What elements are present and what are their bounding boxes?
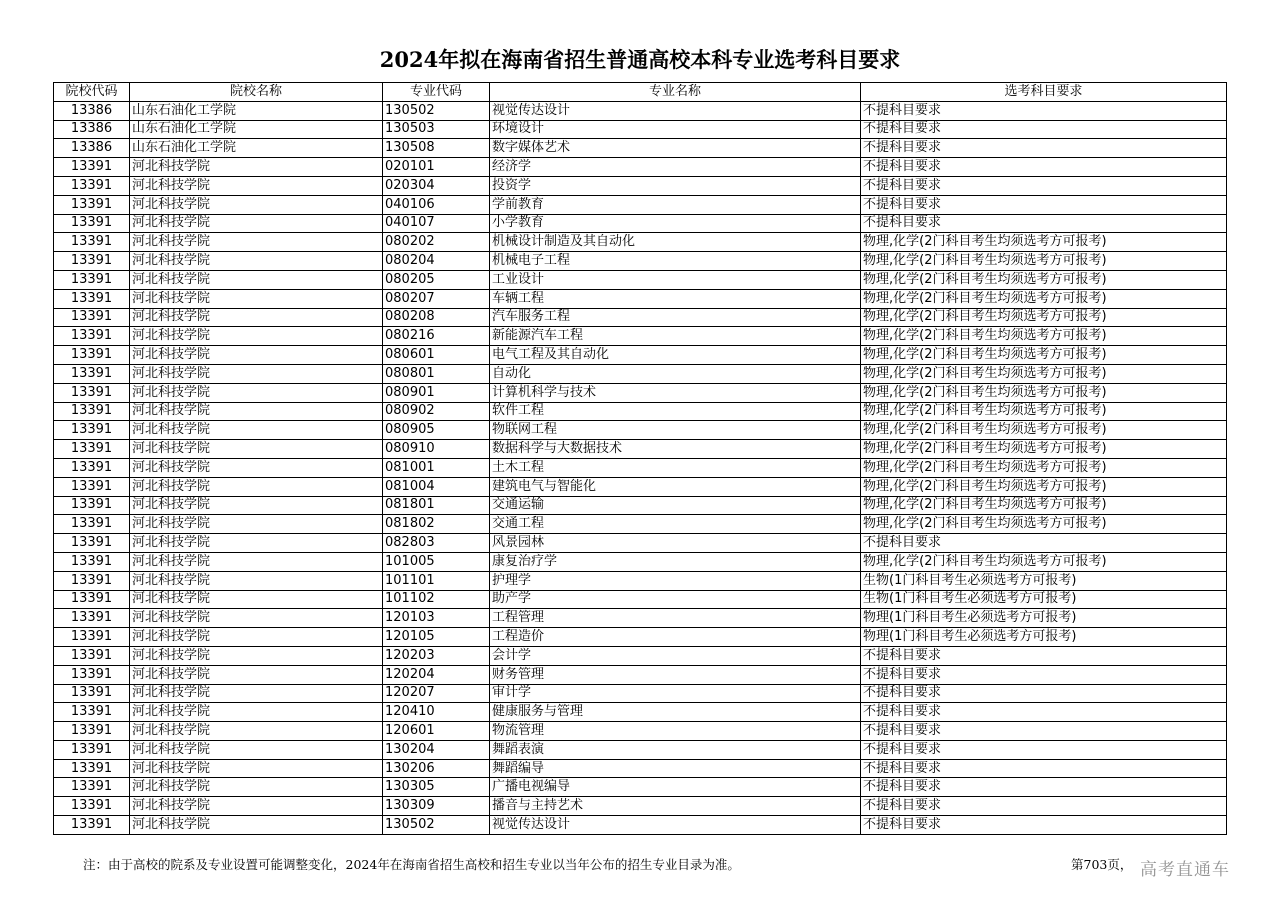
school-name-cell: 河北科技学院: [130, 496, 383, 515]
major-name-cell: 电气工程及其自动化: [490, 346, 861, 365]
document-title: 2024年拟在海南省招生普通高校本科专业选考科目要求: [379, 47, 901, 72]
header-major-code: 专业代码: [383, 83, 490, 102]
table-row: [54, 684, 1227, 703]
page-number: 第703页，: [1071, 857, 1133, 872]
school-code-cell: 13391: [54, 402, 130, 421]
subject-requirement-cell: 物理(1门科目考生必须选考方可报考): [861, 628, 1227, 647]
table-row: [54, 515, 1227, 534]
major-name-cell: 计算机科学与技术: [490, 383, 861, 402]
major-name-cell: 播音与主持艺术: [490, 797, 861, 816]
subject-requirement-cell: 不提科目要求: [861, 740, 1227, 759]
table-row: [54, 628, 1227, 647]
major-code-cell: 080910: [383, 440, 490, 459]
major-code-cell: 080204: [383, 252, 490, 271]
major-code-cell: 080208: [383, 308, 490, 327]
table-row: [54, 496, 1227, 515]
major-code-cell: 080905: [383, 421, 490, 440]
school-name-cell: 山东石油化工学院: [130, 139, 383, 158]
subject-requirement-cell: 不提科目要求: [861, 176, 1227, 195]
table-row: [54, 195, 1227, 214]
major-name-cell: 护理学: [490, 571, 861, 590]
major-name-cell: 舞蹈编导: [490, 759, 861, 778]
table-body: [54, 101, 1227, 834]
major-name-cell: 物流管理: [490, 722, 861, 741]
school-name-cell: 河北科技学院: [130, 703, 383, 722]
school-code-cell: 13391: [54, 308, 130, 327]
major-code-cell: 130502: [383, 101, 490, 120]
school-name-cell: 河北科技学院: [130, 195, 383, 214]
school-code-cell: 13391: [54, 346, 130, 365]
school-name-cell: 河北科技学院: [130, 816, 383, 835]
subject-requirement-cell: 不提科目要求: [861, 158, 1227, 177]
school-name-cell: 河北科技学院: [130, 684, 383, 703]
major-name-cell: 物联网工程: [490, 421, 861, 440]
subject-requirement-cell: 物理,化学(2门科目考生均须选考方可报考): [861, 289, 1227, 308]
subject-requirement-cell: 物理,化学(2门科目考生均须选考方可报考): [861, 515, 1227, 534]
school-name-cell: 河北科技学院: [130, 176, 383, 195]
major-name-cell: 数据科学与大数据技术: [490, 440, 861, 459]
subject-requirement-cell: 生物(1门科目考生必须选考方可报考): [861, 590, 1227, 609]
major-name-cell: 汽车服务工程: [490, 308, 861, 327]
school-code-cell: 13391: [54, 816, 130, 835]
major-name-cell: 视觉传达设计: [490, 816, 861, 835]
table-row: [54, 421, 1227, 440]
school-code-cell: 13391: [54, 778, 130, 797]
table-row: [54, 346, 1227, 365]
footer-note: 注：由于高校的院系及专业设置可能调整变化，2024年在海南省招生高校和招生专业以当年公布的招生专业目录为准。: [83, 857, 740, 872]
school-code-cell: 13391: [54, 609, 130, 628]
table-row: [54, 440, 1227, 459]
major-name-cell: 审计学: [490, 684, 861, 703]
table-row: [54, 778, 1227, 797]
school-name-cell: 河北科技学院: [130, 722, 383, 741]
major-name-cell: 土木工程: [490, 458, 861, 477]
table-row: [54, 289, 1227, 308]
table-row: [54, 534, 1227, 553]
major-name-cell: 交通运输: [490, 496, 861, 515]
subject-requirement-cell: 不提科目要求: [861, 214, 1227, 233]
table-row: [54, 252, 1227, 271]
school-name-cell: 山东石油化工学院: [130, 120, 383, 139]
major-code-cell: 081802: [383, 515, 490, 534]
header-school-code: 院校代码: [54, 83, 130, 102]
table-header-row: [54, 83, 1227, 102]
major-name-cell: 视觉传达设计: [490, 101, 861, 120]
subject-requirement-cell: 不提科目要求: [861, 703, 1227, 722]
major-name-cell: 小学教育: [490, 214, 861, 233]
major-code-cell: 080216: [383, 327, 490, 346]
school-code-cell: 13391: [54, 665, 130, 684]
school-name-cell: 河北科技学院: [130, 421, 383, 440]
major-code-cell: 120105: [383, 628, 490, 647]
major-code-cell: 101005: [383, 552, 490, 571]
table-row: [54, 308, 1227, 327]
subject-requirement-cell: 物理,化学(2门科目考生均须选考方可报考): [861, 421, 1227, 440]
major-code-cell: 101102: [383, 590, 490, 609]
table-row: [54, 590, 1227, 609]
major-name-cell: 工业设计: [490, 270, 861, 289]
major-code-cell: 130309: [383, 797, 490, 816]
major-code-cell: 130204: [383, 740, 490, 759]
table-row: [54, 646, 1227, 665]
school-code-cell: 13391: [54, 534, 130, 553]
major-name-cell: 数字媒体艺术: [490, 139, 861, 158]
school-name-cell: 河北科技学院: [130, 646, 383, 665]
table-row: [54, 703, 1227, 722]
school-name-cell: 河北科技学院: [130, 364, 383, 383]
table-row: [54, 759, 1227, 778]
major-name-cell: 新能源汽车工程: [490, 327, 861, 346]
table-row: [54, 571, 1227, 590]
school-name-cell: 山东石油化工学院: [130, 101, 383, 120]
major-code-cell: 082803: [383, 534, 490, 553]
major-name-cell: 机械电子工程: [490, 252, 861, 271]
school-name-cell: 河北科技学院: [130, 289, 383, 308]
school-code-cell: 13391: [54, 684, 130, 703]
subject-requirement-cell: 物理,化学(2门科目考生均须选考方可报考): [861, 458, 1227, 477]
major-name-cell: 康复治疗学: [490, 552, 861, 571]
school-code-cell: 13391: [54, 383, 130, 402]
school-name-cell: 河北科技学院: [130, 778, 383, 797]
school-code-cell: 13391: [54, 176, 130, 195]
school-code-cell: 13386: [54, 120, 130, 139]
subject-requirement-cell: 不提科目要求: [861, 759, 1227, 778]
subject-requirement-cell: 物理,化学(2门科目考生均须选考方可报考): [861, 552, 1227, 571]
school-code-cell: 13391: [54, 158, 130, 177]
subject-requirement-cell: 不提科目要求: [861, 120, 1227, 139]
subject-requirement-cell: 物理,化学(2门科目考生均须选考方可报考): [861, 233, 1227, 252]
table-row: [54, 120, 1227, 139]
subject-requirement-cell: 物理,化学(2门科目考生均须选考方可报考): [861, 496, 1227, 515]
major-code-cell: 080207: [383, 289, 490, 308]
school-name-cell: 河北科技学院: [130, 609, 383, 628]
subject-requirement-cell: 物理,化学(2门科目考生均须选考方可报考): [861, 346, 1227, 365]
school-code-cell: 13391: [54, 759, 130, 778]
table-row: [54, 665, 1227, 684]
major-code-cell: 080601: [383, 346, 490, 365]
school-code-cell: 13391: [54, 646, 130, 665]
school-code-cell: 13391: [54, 571, 130, 590]
major-name-cell: 建筑电气与智能化: [490, 477, 861, 496]
school-name-cell: 河北科技学院: [130, 440, 383, 459]
subject-requirement-cell: 物理,化学(2门科目考生均须选考方可报考): [861, 327, 1227, 346]
major-name-cell: 车辆工程: [490, 289, 861, 308]
major-code-cell: 120204: [383, 665, 490, 684]
school-name-cell: 河北科技学院: [130, 759, 383, 778]
school-code-cell: 13391: [54, 195, 130, 214]
school-code-cell: 13391: [54, 477, 130, 496]
school-name-cell: 河北科技学院: [130, 740, 383, 759]
subject-requirement-cell: 物理,化学(2门科目考生均须选考方可报考): [861, 252, 1227, 271]
school-name-cell: 河北科技学院: [130, 327, 383, 346]
school-code-cell: 13391: [54, 440, 130, 459]
major-code-cell: 120203: [383, 646, 490, 665]
table-row: [54, 327, 1227, 346]
table-row: [54, 214, 1227, 233]
school-code-cell: 13391: [54, 496, 130, 515]
major-code-cell: 130502: [383, 816, 490, 835]
major-name-cell: 会计学: [490, 646, 861, 665]
header-school-name: 院校名称: [130, 83, 383, 102]
school-code-cell: 13391: [54, 270, 130, 289]
school-name-cell: 河北科技学院: [130, 534, 383, 553]
school-code-cell: 13386: [54, 101, 130, 120]
school-name-cell: 河北科技学院: [130, 270, 383, 289]
major-name-cell: 工程管理: [490, 609, 861, 628]
major-name-cell: 交通工程: [490, 515, 861, 534]
subject-requirement-cell: 不提科目要求: [861, 665, 1227, 684]
school-name-cell: 河北科技学院: [130, 552, 383, 571]
school-name-cell: 河北科技学院: [130, 383, 383, 402]
major-code-cell: 130503: [383, 120, 490, 139]
school-name-cell: 河北科技学院: [130, 665, 383, 684]
major-name-cell: 软件工程: [490, 402, 861, 421]
table-row: [54, 176, 1227, 195]
school-name-cell: 河北科技学院: [130, 346, 383, 365]
subject-requirement-cell: 生物(1门科目考生必须选考方可报考): [861, 571, 1227, 590]
major-code-cell: 080902: [383, 402, 490, 421]
table-row: [54, 740, 1227, 759]
school-code-cell: 13391: [54, 703, 130, 722]
school-code-cell: 13391: [54, 289, 130, 308]
major-name-cell: 机械设计制造及其自动化: [490, 233, 861, 252]
subject-requirement-cell: 不提科目要求: [861, 722, 1227, 741]
table-row: [54, 402, 1227, 421]
major-code-cell: 130508: [383, 139, 490, 158]
subject-requirement-cell: 不提科目要求: [861, 646, 1227, 665]
subject-requirement-cell: 物理,化学(2门科目考生均须选考方可报考): [861, 308, 1227, 327]
school-name-cell: 河北科技学院: [130, 458, 383, 477]
major-name-cell: 舞蹈表演: [490, 740, 861, 759]
major-code-cell: 101101: [383, 571, 490, 590]
watermark: 高考直通车: [1140, 860, 1230, 880]
school-name-cell: 河北科技学院: [130, 308, 383, 327]
subject-requirement-cell: 物理,化学(2门科目考生均须选考方可报考): [861, 477, 1227, 496]
major-name-cell: 学前教育: [490, 195, 861, 214]
school-name-cell: 河北科技学院: [130, 515, 383, 534]
school-code-cell: 13391: [54, 740, 130, 759]
subject-requirement-cell: 物理,化学(2门科目考生均须选考方可报考): [861, 383, 1227, 402]
major-code-cell: 020101: [383, 158, 490, 177]
school-code-cell: 13391: [54, 327, 130, 346]
major-code-cell: 040107: [383, 214, 490, 233]
school-name-cell: 河北科技学院: [130, 628, 383, 647]
school-code-cell: 13391: [54, 722, 130, 741]
major-code-cell: 130206: [383, 759, 490, 778]
requirements-table: [53, 82, 1227, 835]
major-code-cell: 080205: [383, 270, 490, 289]
table-row: [54, 816, 1227, 835]
major-name-cell: 工程造价: [490, 628, 861, 647]
subject-requirement-cell: 不提科目要求: [861, 684, 1227, 703]
table-row: [54, 609, 1227, 628]
school-name-cell: 河北科技学院: [130, 571, 383, 590]
table-row: [54, 101, 1227, 120]
subject-requirement-cell: 不提科目要求: [861, 139, 1227, 158]
major-code-cell: 081001: [383, 458, 490, 477]
school-code-cell: 13391: [54, 421, 130, 440]
major-code-cell: 130305: [383, 778, 490, 797]
subject-requirement-cell: 物理,化学(2门科目考生均须选考方可报考): [861, 270, 1227, 289]
subject-requirement-cell: 物理(1门科目考生必须选考方可报考): [861, 609, 1227, 628]
major-name-cell: 环境设计: [490, 120, 861, 139]
major-name-cell: 助产学: [490, 590, 861, 609]
school-code-cell: 13391: [54, 628, 130, 647]
school-name-cell: 河北科技学院: [130, 252, 383, 271]
table-row: [54, 458, 1227, 477]
school-code-cell: 13391: [54, 214, 130, 233]
major-code-cell: 120207: [383, 684, 490, 703]
table-row: [54, 233, 1227, 252]
school-code-cell: 13391: [54, 252, 130, 271]
major-code-cell: 120103: [383, 609, 490, 628]
school-name-cell: 河北科技学院: [130, 233, 383, 252]
school-code-cell: 13391: [54, 797, 130, 816]
subject-requirement-cell: 物理,化学(2门科目考生均须选考方可报考): [861, 402, 1227, 421]
major-code-cell: 081004: [383, 477, 490, 496]
school-name-cell: 河北科技学院: [130, 590, 383, 609]
subject-requirement-cell: 不提科目要求: [861, 816, 1227, 835]
table-row: [54, 722, 1227, 741]
table-row: [54, 383, 1227, 402]
major-name-cell: 投资学: [490, 176, 861, 195]
school-code-cell: 13391: [54, 458, 130, 477]
subject-requirement-cell: 不提科目要求: [861, 534, 1227, 553]
subject-requirement-cell: 不提科目要求: [861, 778, 1227, 797]
major-name-cell: 自动化: [490, 364, 861, 383]
major-code-cell: 120601: [383, 722, 490, 741]
major-code-cell: 040106: [383, 195, 490, 214]
school-name-cell: 河北科技学院: [130, 402, 383, 421]
school-code-cell: 13386: [54, 139, 130, 158]
school-name-cell: 河北科技学院: [130, 797, 383, 816]
table-row: [54, 139, 1227, 158]
table-row: [54, 797, 1227, 816]
subject-requirement-cell: 物理,化学(2门科目考生均须选考方可报考): [861, 440, 1227, 459]
major-name-cell: 经济学: [490, 158, 861, 177]
subject-requirement-cell: 不提科目要求: [861, 101, 1227, 120]
major-code-cell: 120410: [383, 703, 490, 722]
table-row: [54, 477, 1227, 496]
subject-requirement-cell: 物理,化学(2门科目考生均须选考方可报考): [861, 364, 1227, 383]
school-name-cell: 河北科技学院: [130, 158, 383, 177]
school-name-cell: 河北科技学院: [130, 477, 383, 496]
subject-requirement-cell: 不提科目要求: [861, 797, 1227, 816]
major-code-cell: 080801: [383, 364, 490, 383]
major-code-cell: 080901: [383, 383, 490, 402]
subject-requirement-cell: 不提科目要求: [861, 195, 1227, 214]
major-name-cell: 健康服务与管理: [490, 703, 861, 722]
school-name-cell: 河北科技学院: [130, 214, 383, 233]
major-name-cell: 广播电视编导: [490, 778, 861, 797]
header-major-name: 专业名称: [490, 83, 861, 102]
school-code-cell: 13391: [54, 515, 130, 534]
major-name-cell: 财务管理: [490, 665, 861, 684]
table-row: [54, 364, 1227, 383]
school-code-cell: 13391: [54, 552, 130, 571]
major-code-cell: 020304: [383, 176, 490, 195]
table-row: [54, 552, 1227, 571]
school-code-cell: 13391: [54, 590, 130, 609]
school-code-cell: 13391: [54, 364, 130, 383]
table-row: [54, 158, 1227, 177]
school-code-cell: 13391: [54, 233, 130, 252]
major-code-cell: 081801: [383, 496, 490, 515]
major-name-cell: 风景园林: [490, 534, 861, 553]
major-code-cell: 080202: [383, 233, 490, 252]
table-row: [54, 270, 1227, 289]
header-subject-requirement: 选考科目要求: [861, 83, 1227, 102]
